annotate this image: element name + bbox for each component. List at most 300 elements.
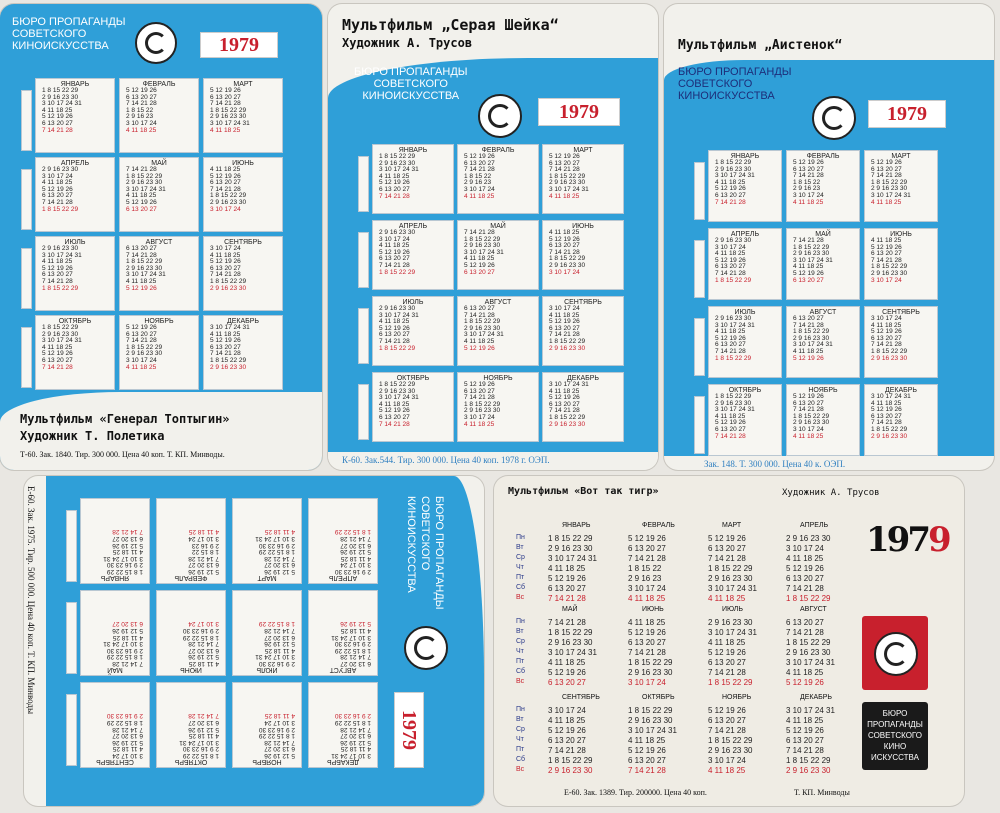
week-row: 2 9 16 23 30 xyxy=(871,432,908,440)
month-name: АВГУСТ xyxy=(329,666,357,673)
weekday-label: Чт xyxy=(516,648,524,655)
week-row: 1 8 15 22 29 xyxy=(715,159,752,166)
week-row: 4 11 18 25 xyxy=(210,251,241,259)
week-row: 7 14 21 28 xyxy=(112,660,143,667)
week-row: 3 10 17 24 xyxy=(340,561,371,569)
weekday-label: Пн xyxy=(516,534,525,541)
week-row: 7 14 21 28 xyxy=(786,584,824,593)
week-row: 1 8 15 22 29 xyxy=(548,628,593,637)
weekday-strip xyxy=(21,169,32,230)
week-row: 2 9 16 23 30 xyxy=(334,712,371,720)
week-row: 7 14 21 28 xyxy=(548,618,586,627)
month-name: НОЯБРЬ xyxy=(808,387,838,394)
week-row: 3 10 17 24 31 xyxy=(379,311,419,319)
week-row: 4 11 18 25 xyxy=(715,250,746,258)
week-row: 6 13 20 27 xyxy=(786,618,824,627)
week-row: 4 11 18 25 xyxy=(210,166,241,173)
weekday-strip xyxy=(358,156,369,212)
week-row: 3 10 17 24 xyxy=(188,535,219,543)
week-row: 7 14 21 28 xyxy=(628,766,666,775)
week-row: 6 13 20 27 xyxy=(628,544,666,553)
month-tile xyxy=(80,590,150,676)
week-row: 5 12 19 26 xyxy=(793,354,824,362)
week-row: 3 10 17 24 31 xyxy=(42,337,82,345)
week-row: 1 8 15 22 29 xyxy=(258,732,295,740)
weekday-strip xyxy=(358,308,369,364)
month-tile xyxy=(80,682,150,768)
week-row: 6 13 20 27 xyxy=(126,245,157,252)
week-row: 1 8 15 22 29 xyxy=(715,354,752,362)
week-row: 3 10 17 24 xyxy=(464,185,495,193)
week-row: 2 9 16 23 30 xyxy=(379,305,416,312)
org-line: КИНОИСКУССТВА xyxy=(405,496,417,593)
week-row: 2 9 16 23 30 xyxy=(715,165,752,173)
week-row: 1 8 15 22 29 xyxy=(715,276,752,284)
week-row: 4 11 18 25 xyxy=(188,732,219,740)
week-row: 2 9 16 23 30 xyxy=(334,640,371,648)
month-tile xyxy=(864,228,938,300)
week-row: 3 10 17 24 xyxy=(549,268,580,276)
week-row: 1 8 15 22 29 xyxy=(182,633,219,641)
week-row: 1 8 15 22 xyxy=(628,564,662,573)
week-row: 5 12 19 26 xyxy=(871,406,902,414)
month-tile xyxy=(708,384,782,456)
week-row: 1 8 15 22 29 xyxy=(334,646,371,654)
week-row: 2 9 16 23 30 xyxy=(786,534,831,543)
week-row: 3 10 17 24 xyxy=(210,245,241,252)
week-row: 7 14 21 28 xyxy=(464,166,495,174)
week-row: 1 8 15 22 29 xyxy=(871,347,908,355)
week-row: 1 8 15 22 29 xyxy=(793,243,830,251)
week-row: 4 11 18 25 xyxy=(464,337,495,345)
week-row: 5 12 19 26 xyxy=(786,564,824,573)
week-row: 1 8 15 22 29 xyxy=(786,638,831,647)
month-tile xyxy=(119,78,199,153)
week-row: 3 10 17 24 xyxy=(112,752,143,759)
month-name: АПРЕЛЬ xyxy=(398,223,428,230)
week-row: 2 9 16 23 30 xyxy=(210,363,247,371)
week-row: 1 8 15 22 29 xyxy=(126,258,163,266)
week-row: 2 9 16 23 30 xyxy=(106,712,143,720)
weekday-strip xyxy=(66,694,77,766)
week-row: 4 11 18 25 xyxy=(871,399,902,407)
weekday-label: Пт xyxy=(516,746,525,753)
week-row: 6 13 20 27 xyxy=(210,93,241,101)
week-row: 1 8 15 22 29 xyxy=(126,172,163,180)
year-digit-red: 9 xyxy=(927,520,949,560)
week-row: 1 8 15 22 xyxy=(126,106,154,114)
org-line: КИНО xyxy=(883,742,907,751)
month-name: ОКТЯБРЬ xyxy=(728,387,762,394)
week-row: 4 11 18 25 xyxy=(549,229,580,236)
week-row: 2 9 16 23 30 xyxy=(715,237,752,244)
week-row: 6 13 20 27 xyxy=(871,334,902,342)
week-row: 6 13 20 27 xyxy=(464,305,495,312)
week-row: 6 13 20 27 xyxy=(188,719,219,727)
month-name: ЯНВАРЬ xyxy=(60,81,90,88)
week-row: 5 12 19 26 xyxy=(708,534,746,543)
week-row: 3 10 17 24 31 xyxy=(786,658,835,667)
month-tile xyxy=(708,306,782,378)
week-row: 6 13 20 27 xyxy=(264,633,295,641)
week-row: 2 9 16 23 30 xyxy=(549,179,586,187)
week-row: 6 13 20 27 xyxy=(126,205,157,213)
month-tile xyxy=(708,228,782,300)
month-tile xyxy=(119,157,199,232)
week-row: 1 8 15 22 29 xyxy=(871,425,908,433)
org-line: СОВЕТСКОГО xyxy=(419,496,431,571)
month-name: ЯНВАРЬ xyxy=(730,153,760,160)
weekday-strip xyxy=(358,232,369,288)
week-row: 3 10 17 24 31 xyxy=(42,251,82,259)
week-row: 3 10 17 24 31 xyxy=(793,341,833,349)
weekday-strip xyxy=(21,90,32,151)
week-row: 7 14 21 28 xyxy=(786,746,824,755)
week-row: 7 14 21 28 xyxy=(871,172,902,180)
week-row: 2 9 16 23 30 xyxy=(786,766,831,775)
week-row: 2 9 16 23 30 xyxy=(126,264,163,272)
imprint-text: Е-60. Зак. 1389. Тир. 200000. Цена 40 коп. xyxy=(564,788,707,797)
month-tile xyxy=(864,384,938,456)
week-row: 3 10 17 24 31 xyxy=(708,628,757,637)
week-row: 2 9 16 23 30 xyxy=(548,766,593,775)
week-row: 6 13 20 27 xyxy=(126,93,157,101)
week-row: 5 12 19 26 xyxy=(715,419,746,427)
week-row: 6 13 20 27 xyxy=(793,399,824,407)
month-name: СЕНТЯБРЬ xyxy=(564,299,602,306)
calendar-card-seraya-sheika xyxy=(328,4,658,470)
week-row: 2 9 16 23 30 xyxy=(258,541,295,549)
week-row: 7 14 21 28 xyxy=(628,648,666,657)
week-row: 3 10 17 24 31 xyxy=(871,191,911,199)
film-title: Мультфильм „Аистенок“ xyxy=(678,38,843,53)
cinema-logo-icon xyxy=(874,632,918,676)
week-row: 1 8 15 22 29 xyxy=(464,235,501,243)
org-text xyxy=(404,496,446,610)
week-row: 5 12 19 26 xyxy=(793,269,824,277)
week-row: 2 9 16 23 30 xyxy=(379,387,416,395)
week-row: 5 12 19 26 xyxy=(464,261,495,269)
calendar-card-vot-tak-tigr xyxy=(494,476,964,806)
week-row: 3 10 17 24 31 xyxy=(379,166,419,174)
week-row: 2 9 16 23 30 xyxy=(628,716,673,725)
week-row: 3 10 17 24 31 xyxy=(126,185,166,193)
week-row: 7 14 21 28 xyxy=(210,350,241,358)
week-row: 5 12 19 26 xyxy=(549,394,580,402)
week-row: 5 12 19 26 xyxy=(210,87,241,94)
week-row: 2 9 16 23 30 xyxy=(715,315,752,322)
org-line: БЮРО xyxy=(882,709,908,718)
week-row: 3 10 17 24 xyxy=(708,756,746,765)
calendar-card-rotated xyxy=(24,476,484,806)
week-row: 4 11 18 25 xyxy=(379,242,410,250)
week-row: 7 14 21 28 xyxy=(112,528,143,536)
week-row: 6 13 20 27 xyxy=(42,356,73,364)
week-row: 5 12 19 26 xyxy=(715,334,746,342)
week-row: 5 12 19 26 xyxy=(42,185,73,193)
week-row: 5 12 19 26 xyxy=(628,746,666,755)
month-name: ФЕВРАЛЬ xyxy=(642,522,675,529)
week-row: 5 12 19 26 xyxy=(264,752,295,759)
month-name: ДЕКАБРЬ xyxy=(800,694,833,701)
month-name: НОЯБРЬ xyxy=(252,758,282,765)
org-line: КИНОИСКУССТВА xyxy=(362,90,460,102)
weekday-label: Чт xyxy=(516,736,524,743)
week-row: 5 12 19 26 xyxy=(464,153,495,160)
week-row: 5 12 19 26 xyxy=(379,324,410,332)
week-row: 3 10 17 24 xyxy=(871,276,902,284)
month-name: АВГУСТ xyxy=(809,309,837,316)
week-row: 6 13 20 27 xyxy=(340,732,371,740)
week-row: 6 13 20 27 xyxy=(628,638,666,647)
week-row: 4 11 18 25 xyxy=(264,528,295,536)
week-row: 3 10 17 24 31 xyxy=(715,321,755,329)
week-row: 5 12 19 26 xyxy=(112,627,143,635)
week-row: 1 8 15 22 29 xyxy=(258,620,295,628)
week-row: 3 10 17 24 31 xyxy=(708,584,757,593)
week-row: 3 10 17 24 31 xyxy=(210,324,250,331)
week-row: 6 13 20 27 xyxy=(549,400,580,408)
month-name: НОЯБРЬ xyxy=(483,375,513,382)
week-row: 3 10 17 24 xyxy=(188,620,219,628)
org-line: КИНОИСКУССТВА xyxy=(678,90,775,102)
week-row: 1 8 15 22 29 xyxy=(258,548,295,556)
month-tile xyxy=(80,498,150,584)
week-row: 6 13 20 27 xyxy=(379,413,410,421)
week-row: 7 14 21 28 xyxy=(786,628,824,637)
week-row: 4 11 18 25 xyxy=(548,564,586,573)
month-name: ФЕВРАЛЬ xyxy=(481,147,515,154)
month-name: МАРТ xyxy=(573,147,593,154)
week-row: 7 14 21 28 xyxy=(464,229,495,236)
week-row: 7 14 21 28 xyxy=(715,198,746,206)
week-row: 3 10 17 24 31 xyxy=(464,331,504,339)
week-row: 7 14 21 28 xyxy=(548,746,586,755)
week-row: 6 13 20 27 xyxy=(126,330,157,338)
week-row: 6 13 20 27 xyxy=(786,736,824,745)
month-name: МАРТ xyxy=(722,522,742,529)
month-tile xyxy=(308,682,378,768)
week-row: 1 8 15 22 29 xyxy=(793,328,830,336)
week-row: 7 14 21 28 xyxy=(793,237,824,244)
week-row: 2 9 16 23 30 xyxy=(182,745,219,753)
week-row: 2 9 16 23 30 xyxy=(793,334,830,342)
week-row: 3 10 17 24 xyxy=(126,356,157,364)
week-row: 6 13 20 27 xyxy=(715,341,746,349)
week-row: 7 14 21 28 xyxy=(715,269,746,277)
week-row: 3 10 17 24 31 xyxy=(255,653,295,661)
week-row: 6 13 20 27 xyxy=(548,678,586,687)
week-row: 6 13 20 27 xyxy=(188,561,219,569)
week-row: 7 14 21 28 xyxy=(379,261,410,269)
week-row: 5 12 19 26 xyxy=(379,248,410,256)
week-row: 2 9 16 23 30 xyxy=(42,330,79,338)
imprint-text: Зак. 148. Т. 300 000. Цена 40 к. ОЭП. xyxy=(704,459,846,469)
month-tile xyxy=(372,144,454,214)
week-row: 6 13 20 27 xyxy=(379,185,410,193)
week-row: 7 14 21 28 xyxy=(793,406,824,414)
weekday-label: Пт xyxy=(516,658,525,665)
week-row: 4 11 18 25 xyxy=(715,412,746,420)
week-row: 7 14 21 28 xyxy=(549,248,580,256)
week-row: 6 13 20 27 xyxy=(210,264,241,272)
week-row: 7 14 21 28 xyxy=(708,726,746,735)
week-row: 6 13 20 27 xyxy=(379,331,410,339)
week-row: 6 13 20 27 xyxy=(715,191,746,199)
week-row: 4 11 18 25 xyxy=(548,658,586,667)
week-row: 7 14 21 28 xyxy=(264,554,295,562)
week-row: 1 8 15 22 29 xyxy=(182,752,219,759)
week-row: 1 8 15 22 29 xyxy=(708,736,753,745)
week-row: 1 8 15 22 29 xyxy=(106,719,143,727)
week-row: 1 8 15 22 29 xyxy=(464,400,501,408)
year-logo xyxy=(866,512,949,568)
month-tile xyxy=(232,498,302,584)
week-row: 7 14 21 28 xyxy=(708,554,746,563)
week-row: 2 9 16 23 30 xyxy=(379,159,416,167)
week-row: 5 12 19 26 xyxy=(112,738,143,746)
week-row: 3 10 17 24 xyxy=(871,315,902,322)
org-text xyxy=(12,16,126,52)
week-row: 5 12 19 26 xyxy=(264,640,295,648)
month-name: МАРТ xyxy=(891,153,911,160)
week-row: 5 12 19 26 xyxy=(42,113,73,121)
week-row: 6 13 20 27 xyxy=(708,544,746,553)
month-tile xyxy=(372,372,454,442)
org-line: СОВЕТСКОГО xyxy=(678,78,753,90)
week-row: 2 9 16 23 30 xyxy=(258,660,295,667)
week-row: 6 13 20 27 xyxy=(264,561,295,569)
week-row: 3 10 17 24 31 xyxy=(871,393,911,400)
year-label: 1979 xyxy=(538,98,620,126)
week-row: 7 14 21 28 xyxy=(340,653,371,661)
week-row: 1 8 15 22 29 xyxy=(549,337,586,345)
week-row: 2 9 16 23 30 xyxy=(549,420,586,428)
week-row: 3 10 17 24 xyxy=(264,719,295,727)
month-name: ДЕКАБРЬ xyxy=(226,318,259,325)
week-row: 3 10 17 24 xyxy=(379,235,410,243)
week-row: 4 11 18 25 xyxy=(42,258,73,266)
imprint-text-2: Т. КП. Минводы xyxy=(794,788,850,797)
week-row: 5 12 19 26 xyxy=(42,264,73,272)
week-row: 3 10 17 24 xyxy=(786,544,824,553)
week-row: 5 12 19 26 xyxy=(464,381,495,388)
week-row: 1 8 15 22 29 xyxy=(464,318,501,326)
week-row: 4 11 18 25 xyxy=(126,192,157,200)
week-row: 1 8 15 22 29 xyxy=(548,756,593,765)
week-row: 4 11 18 25 xyxy=(42,343,73,351)
week-row: 2 9 16 23 xyxy=(793,185,821,193)
week-row: 7 14 21 28 xyxy=(715,432,746,440)
weekday-strip xyxy=(358,384,369,440)
weekday-label: Вс xyxy=(516,766,525,773)
month-name: СЕНТЯБРЬ xyxy=(224,239,262,246)
week-row: 4 11 18 25 xyxy=(464,192,495,200)
red-logo-box xyxy=(862,616,928,690)
film-title: Мультфильм «Вот так тигр» xyxy=(508,486,659,497)
week-row: 4 11 18 25 xyxy=(210,126,241,134)
week-row: 5 12 19 26 xyxy=(264,568,295,575)
month-tile xyxy=(203,315,283,390)
week-row: 3 10 17 24 31 xyxy=(126,271,166,279)
month-name: МАРТ xyxy=(233,81,253,88)
org-line: СОВЕТСКОГО xyxy=(867,731,923,740)
month-name: АПРЕЛЬ xyxy=(328,574,358,581)
week-row: 7 14 21 28 xyxy=(871,419,902,427)
week-row: 7 14 21 28 xyxy=(42,126,73,134)
weekday-label: Вт xyxy=(516,628,524,635)
week-row: 6 13 20 27 xyxy=(793,315,824,322)
weekday-strip xyxy=(694,162,705,220)
film-title: Мультфильм «Генерал Топтыгин» xyxy=(20,412,230,426)
week-row: 1 8 15 22 29 xyxy=(379,381,416,388)
week-row: 2 9 16 23 30 xyxy=(42,93,79,101)
month-tile xyxy=(156,682,226,768)
org-line: КИНОИСКУССТВА xyxy=(12,40,109,52)
week-row: 7 14 21 28 xyxy=(264,627,295,635)
week-row: 4 11 18 25 xyxy=(871,198,902,206)
week-row: 5 12 19 26 xyxy=(793,159,824,166)
week-row: 6 13 20 27 xyxy=(548,736,586,745)
month-name: АВГУСТ xyxy=(484,299,512,306)
month-tile xyxy=(457,220,539,290)
weekday-strip xyxy=(694,396,705,454)
weekday-strip xyxy=(66,602,77,674)
week-row: 4 11 18 25 xyxy=(126,363,157,371)
week-row: 6 13 20 27 xyxy=(210,343,241,351)
week-row: 2 9 16 23 30 xyxy=(708,746,753,755)
year-label: 1979 xyxy=(868,100,946,128)
week-row: 5 12 19 26 xyxy=(210,258,241,266)
month-tile xyxy=(308,498,378,584)
week-row: 5 12 19 26 xyxy=(628,534,666,543)
week-row: 3 10 17 24 xyxy=(548,706,586,715)
week-row: 2 9 16 23 30 xyxy=(715,399,752,407)
month-tile xyxy=(232,590,302,676)
week-row: 4 11 18 25 xyxy=(464,255,495,263)
week-row: 7 14 21 28 xyxy=(210,185,241,193)
month-name: МАЙ xyxy=(562,606,578,613)
org-line: СОВЕТСКОГО xyxy=(373,78,448,90)
week-row: 3 10 17 24 31 xyxy=(548,648,597,657)
week-row: 3 10 17 24 31 xyxy=(103,554,143,562)
month-tile xyxy=(542,144,624,214)
week-row: 4 11 18 25 xyxy=(126,126,157,134)
month-name: СЕНТЯБРЬ xyxy=(96,758,134,765)
week-row: 4 11 18 25 xyxy=(708,594,746,603)
artist-name: Художник А. Трусов xyxy=(342,36,473,50)
week-row: 5 12 19 26 xyxy=(871,159,902,166)
week-row: 1 8 15 22 29 xyxy=(786,756,831,765)
week-row: 2 9 16 23 30 xyxy=(708,618,753,627)
week-row: 4 11 18 25 xyxy=(112,548,143,556)
week-row: 4 11 18 25 xyxy=(786,716,824,725)
week-row: 1 8 15 22 xyxy=(464,172,492,180)
week-row: 7 14 21 28 xyxy=(464,394,495,402)
org-line: БЮРО ПРОПАГАНДЫ xyxy=(354,66,468,78)
week-row: 1 8 15 22 29 xyxy=(379,268,416,276)
week-row: 3 10 17 24 xyxy=(464,413,495,421)
week-row: 4 11 18 25 xyxy=(793,347,824,355)
week-row: 1 8 15 22 29 xyxy=(548,534,593,543)
week-row: 4 11 18 25 xyxy=(548,716,586,725)
week-row: 3 10 17 24 xyxy=(628,584,666,593)
week-row: 7 14 21 28 xyxy=(42,363,73,371)
week-row: 1 8 15 22 29 xyxy=(628,706,673,715)
week-row: 5 12 19 26 xyxy=(715,256,746,264)
month-tile xyxy=(308,590,378,676)
week-row: 2 9 16 23 30 xyxy=(210,198,247,206)
